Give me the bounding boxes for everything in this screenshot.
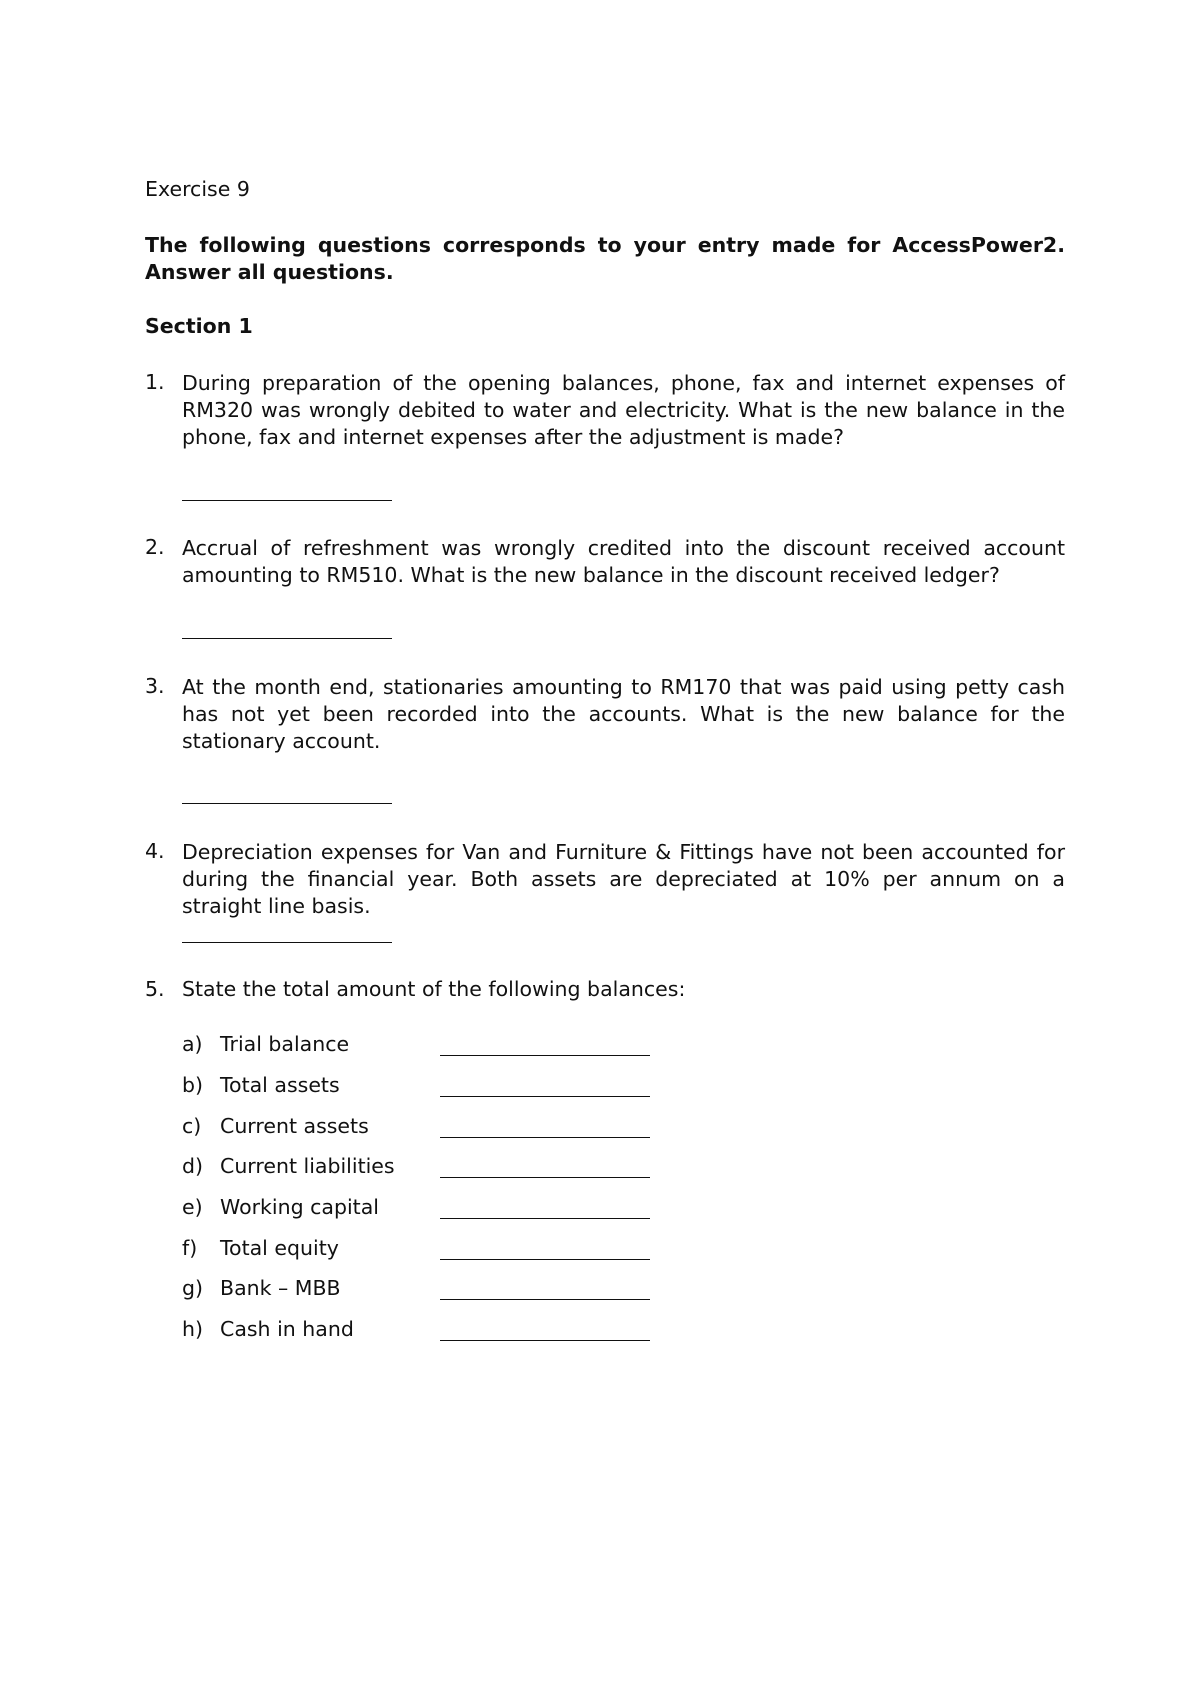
balance-label: Current liabilities: [220, 1154, 395, 1178]
balance-answer-blank[interactable]: [440, 1259, 650, 1260]
balance-answer-blank[interactable]: [440, 1096, 650, 1097]
balance-letter: a): [182, 1032, 203, 1056]
answer-blank-4[interactable]: [182, 942, 392, 943]
section-heading: Section 1: [145, 314, 253, 338]
balance-letter: f): [182, 1236, 198, 1260]
question-text-5: State the total amount of the following balances:: [182, 977, 686, 1001]
balance-letter: h): [182, 1317, 203, 1341]
balance-letter: c): [182, 1114, 202, 1138]
balance-label: Total assets: [220, 1073, 340, 1097]
question-text-3: At the month end, stationaries amounting to RM170 that was paid using petty cash has not yet been recorded into the accounts. What is the new balance for the stationary account.: [182, 675, 1065, 753]
balance-answer-blank[interactable]: [440, 1218, 650, 1219]
instructions: The following questions corresponds to your entry made for AccessPower2. Answer all questions.: [145, 233, 1065, 284]
balance-answer-blank[interactable]: [440, 1340, 650, 1341]
balance-label: Cash in hand: [220, 1317, 354, 1341]
question-number-3: 3.: [145, 674, 165, 698]
question-text-2: Accrual of refreshment was wrongly credited into the discount received account amounting to RM510. What is the new balance in the discount received ledger?: [182, 536, 1065, 587]
question-number-4: 4.: [145, 839, 165, 863]
question-number-2: 2.: [145, 535, 165, 559]
question-text-1: During preparation of the opening balances, phone, fax and internet expenses of RM320 was wrongly debited to water and electricity. What is the new balance in the phone, fax and internet expenses after the adjustment is made?: [182, 371, 1065, 449]
balance-label: Total equity: [220, 1236, 339, 1260]
balance-answer-blank[interactable]: [440, 1177, 650, 1178]
balance-answer-blank[interactable]: [440, 1299, 650, 1300]
balance-letter: d): [182, 1154, 204, 1178]
balance-label: Bank – MBB: [220, 1276, 341, 1300]
question-text-4: Depreciation expenses for Van and Furniture & Fittings have not been accounted for during the financial year. Both assets are depreciated at 10% per annum on a straight line basis.: [182, 840, 1065, 918]
balance-answer-blank[interactable]: [440, 1137, 650, 1138]
question-number-5: 5.: [145, 977, 165, 1001]
balance-letter: e): [182, 1195, 203, 1219]
question-number-1: 1.: [145, 370, 165, 394]
exercise-title: Exercise 9: [145, 177, 250, 201]
balance-label: Current assets: [220, 1114, 369, 1138]
balance-letter: g): [182, 1276, 204, 1300]
answer-blank-3[interactable]: [182, 803, 392, 804]
balance-letter: b): [182, 1073, 204, 1097]
balance-answer-blank[interactable]: [440, 1055, 650, 1056]
balance-label: Working capital: [220, 1195, 379, 1219]
answer-blank-1[interactable]: [182, 500, 392, 501]
answer-blank-2[interactable]: [182, 638, 392, 639]
balance-label: Trial balance: [220, 1032, 350, 1056]
